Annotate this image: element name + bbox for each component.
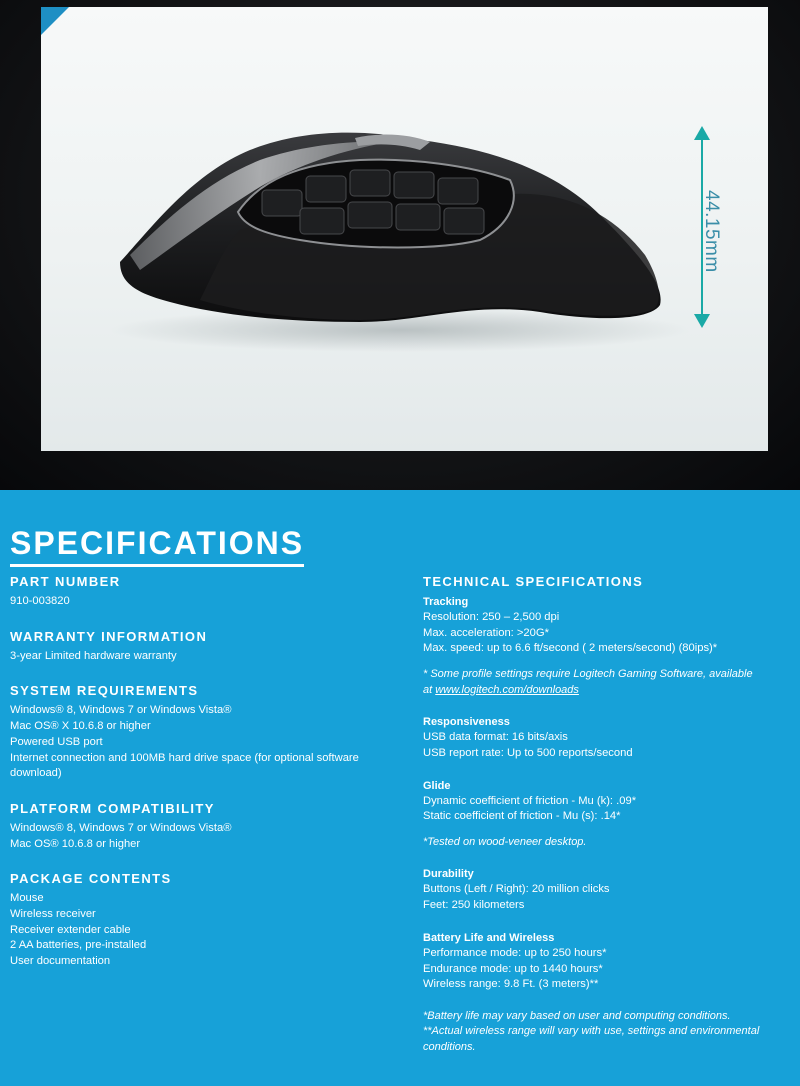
battery-note: conditions. — [423, 1040, 476, 1053]
durability-heading: Durability — [423, 868, 474, 881]
battery-item: Wireless range: 9.8 Ft. (3 meters)** — [423, 978, 599, 991]
package-item: 2 AA batteries, pre-installed — [10, 939, 147, 952]
platform-item: Mac OS® 10.6.8 or higher — [10, 837, 141, 850]
warranty-heading: WARRANTY INFORMATION — [10, 628, 208, 644]
system-requirement-item: Powered USB port — [10, 735, 103, 748]
tracking-note-prefix: at — [423, 683, 436, 696]
glide-item: Dynamic coefficient of friction - Mu (k): .09* — [423, 794, 637, 807]
platform-compatibility-heading: PLATFORM COMPATIBILITY — [10, 800, 215, 816]
warranty-block — [10, 629, 410, 665]
specs-left-column — [10, 574, 410, 989]
package-item: Mouse — [10, 892, 44, 905]
warranty-value: 3-year Limited hardware warranty — [10, 649, 177, 662]
system-requirement-item: download) — [10, 767, 62, 780]
tracking-item: Max. speed: up to 6.6 ft/second ( 2 meters/second) (80ips)* — [423, 642, 718, 655]
responsiveness-item: USB data format: 16 bits/axis — [423, 731, 568, 744]
specs-right-column — [423, 574, 793, 1055]
durability-item: Buttons (Left / Right): 20 million clicks — [423, 883, 610, 896]
system-requirement-item: Mac OS® X 10.6.8 or higher — [10, 720, 151, 733]
tracking-heading: Tracking — [423, 596, 469, 608]
specifications-title: SPECIFICATIONS — [10, 524, 304, 567]
tracking-note-link-line — [423, 683, 793, 699]
glide-heading: Glide — [423, 779, 451, 792]
system-requirement-item: Windows® 8, Windows 7 or Windows Vista® — [10, 704, 232, 717]
responsiveness-item: USB report rate: Up to 500 reports/second — [423, 746, 633, 759]
battery-heading: Battery Life and Wireless — [423, 931, 555, 944]
glide-item: Static coefficient of friction - Mu (s): .14* — [423, 810, 621, 823]
technical-specifications-heading: TECHNICAL SPECIFICATIONS — [423, 574, 644, 589]
battery-note: *Battery life may vary based on user and computing conditions. — [423, 1009, 731, 1022]
package-contents-block — [10, 871, 410, 970]
part-number-block — [10, 574, 410, 610]
part-number-value: 910-003820 — [10, 595, 70, 607]
system-requirements-block — [10, 683, 410, 782]
package-contents-heading: PACKAGE CONTENTS — [10, 871, 172, 887]
responsiveness-heading: Responsiveness — [423, 716, 510, 729]
logitech-downloads-link[interactable]: www.logitech.com/downloads — [435, 683, 579, 696]
package-item: User documentation — [10, 955, 111, 968]
package-item: Receiver extender cable — [10, 923, 131, 936]
system-requirements-heading: SYSTEM REQUIREMENTS — [10, 683, 199, 699]
platform-item: Windows® 8, Windows 7 or Windows Vista® — [10, 821, 232, 834]
battery-item: Endurance mode: up to 1440 hours* — [423, 962, 603, 975]
product-hero — [0, 0, 800, 490]
tracking-item: Resolution: 250 – 2,500 dpi — [423, 611, 560, 623]
height-dimension-label: 44.15mm — [701, 190, 722, 273]
durability-item: Feet: 250 kilometers — [423, 899, 525, 912]
battery-note: **Actual wireless range will vary with use, settings and environmental — [423, 1025, 760, 1038]
tracking-item: Max. acceleration: >20G* — [423, 626, 549, 639]
platform-compatibility-block — [10, 801, 410, 852]
specifications-section — [0, 490, 800, 1086]
glide-note: *Tested on wood-veneer desktop. — [423, 835, 587, 848]
battery-item: Performance mode: up to 250 hours* — [423, 946, 607, 959]
part-number-heading: PART NUMBER — [10, 574, 121, 589]
mouse-side-image — [0, 0, 800, 490]
tracking-note: * Some profile settings require Logitech Gaming Software, available — [423, 668, 753, 681]
package-item: Wireless receiver — [10, 908, 96, 921]
system-requirement-item: Internet connection and 100MB hard drive space (for optional software — [10, 751, 359, 764]
